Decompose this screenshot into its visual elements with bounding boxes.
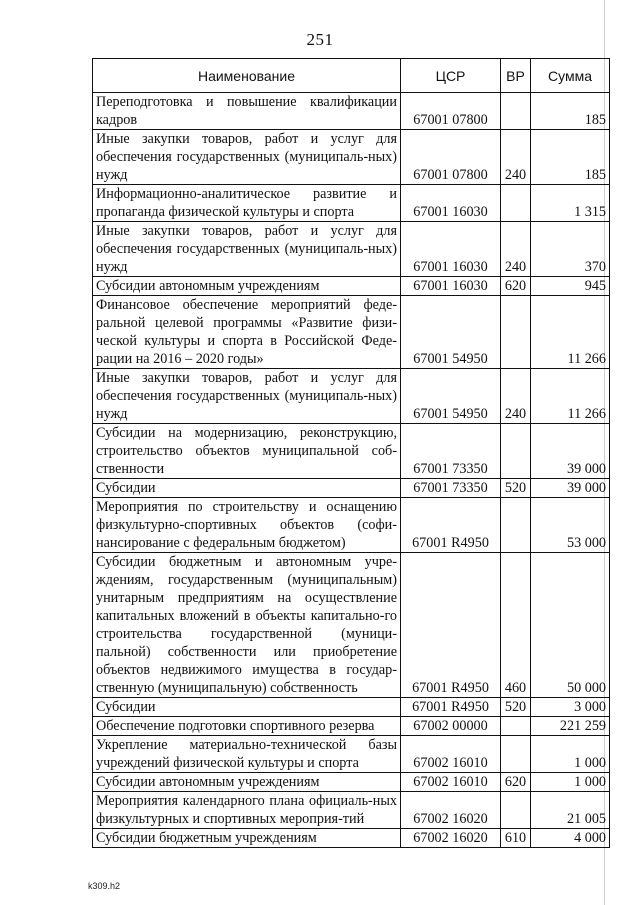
- cell-csr: 67002 16010: [401, 736, 501, 773]
- cell-csr: 67001 16030: [401, 185, 501, 222]
- cell-sum: 3 000: [531, 698, 610, 717]
- cell-vr: [501, 296, 531, 369]
- table-row: [93, 736, 610, 773]
- cell-sum: 39 000: [531, 424, 610, 479]
- cell-sum: 1 000: [531, 736, 610, 773]
- page-number: 251: [306, 30, 334, 49]
- cell-vr: 620: [501, 277, 531, 296]
- cell-csr: 67001 R4950: [401, 698, 501, 717]
- table-row: [93, 369, 610, 424]
- table-row: [93, 829, 610, 848]
- table-row: [93, 296, 610, 369]
- cell-name: Финансовое обеспечение мероприятий феде-ральной целевой программы «Развитие физи-ческой культуры и спорта в Российской Феде-рации на 2016 – 2020 годы»: [93, 296, 401, 369]
- table-row: [93, 792, 610, 829]
- cell-sum: 370: [531, 222, 610, 277]
- header-csr: ЦСР: [401, 59, 501, 93]
- cell-name: Иные закупки товаров, работ и услуг для обеспечения государственных (муниципаль-ных) нужд: [93, 222, 401, 277]
- cell-csr: 67002 16020: [401, 792, 501, 829]
- cell-sum: 4 000: [531, 829, 610, 848]
- cell-name: Переподготовка и повышение квалификации кадров: [93, 93, 401, 130]
- cell-sum: 11 266: [531, 369, 610, 424]
- cell-vr: [501, 498, 531, 553]
- table-row: [93, 130, 610, 185]
- cell-name: Информационно-аналитическое развитие и пропаганда физической культуры и спорта: [93, 185, 401, 222]
- cell-name: Субсидии автономным учреждениям: [93, 773, 401, 792]
- cell-name: Обеспечение подготовки спортивного резерва: [93, 717, 401, 736]
- cell-csr: 67001 73350: [401, 479, 501, 498]
- cell-csr: 67001 73350: [401, 424, 501, 479]
- cell-sum: 185: [531, 93, 610, 130]
- cell-csr: 67001 R4950: [401, 498, 501, 553]
- cell-vr: [501, 717, 531, 736]
- cell-csr: 67001 16030: [401, 277, 501, 296]
- cell-vr: 240: [501, 130, 531, 185]
- cell-sum: 1 315: [531, 185, 610, 222]
- cell-csr: 67001 54950: [401, 296, 501, 369]
- cell-csr: 67002 16010: [401, 773, 501, 792]
- table-row: [93, 698, 610, 717]
- table-row: [93, 93, 610, 130]
- cell-sum: 39 000: [531, 479, 610, 498]
- cell-csr: 67002 00000: [401, 717, 501, 736]
- cell-name: Субсидии бюджетным и автономным учре-ждениям, государственным (муниципальным) унитарным предприятиям на осуществление капитальных вложений в объекты капитально-го строительства государственной (муници-пальной) собственности или приобретение объектов недвижимого имущества в государ-ственную (муниципальную) собственность: [93, 553, 401, 698]
- cell-name: Иные закупки товаров, работ и услуг для обеспечения государственных (муниципаль-ных) нужд: [93, 369, 401, 424]
- cell-vr: 620: [501, 773, 531, 792]
- cell-sum: 21 005: [531, 792, 610, 829]
- cell-vr: 520: [501, 698, 531, 717]
- cell-vr: [501, 736, 531, 773]
- cell-sum: 50 000: [531, 553, 610, 698]
- cell-sum: 185: [531, 130, 610, 185]
- table-row: [93, 717, 610, 736]
- cell-csr: 67002 16020: [401, 829, 501, 848]
- cell-name: Субсидии бюджетным учреждениям: [93, 829, 401, 848]
- cell-csr: 67001 07800: [401, 93, 501, 130]
- table-header-row: [93, 59, 610, 93]
- cell-sum: 945: [531, 277, 610, 296]
- cell-name: Субсидии автономным учреждениям: [93, 277, 401, 296]
- footer-code: k309.h2: [88, 881, 121, 891]
- cell-csr: 67001 07800: [401, 130, 501, 185]
- header-name: Наименование: [93, 59, 401, 93]
- cell-csr: 67001 R4950: [401, 553, 501, 698]
- table-row: [93, 773, 610, 792]
- cell-name: Иные закупки товаров, работ и услуг для обеспечения государственных (муниципаль-ных) нужд: [93, 130, 401, 185]
- cell-name: Субсидии: [93, 479, 401, 498]
- table-row: [93, 553, 610, 698]
- cell-csr: 67001 54950: [401, 369, 501, 424]
- cell-name: Субсидии: [93, 698, 401, 717]
- table-row: [93, 277, 610, 296]
- table-row: [93, 185, 610, 222]
- cell-vr: [501, 185, 531, 222]
- cell-name: Мероприятия календарного плана официаль-ных физкультурных и спортивных мероприя-тий: [93, 792, 401, 829]
- cell-name: Мероприятия по строительству и оснащению физкультурно-спортивных объектов (софи-нансирование с федеральным бюджетом): [93, 498, 401, 553]
- cell-vr: 520: [501, 479, 531, 498]
- cell-vr: [501, 93, 531, 130]
- cell-csr: 67001 16030: [401, 222, 501, 277]
- cell-name: Субсидии на модернизацию, реконструкцию, строительство объектов муниципальной соб-ственности: [93, 424, 401, 479]
- cell-vr: 460: [501, 553, 531, 698]
- cell-vr: [501, 792, 531, 829]
- cell-vr: 240: [501, 222, 531, 277]
- table-row: [93, 498, 610, 553]
- table-row: [93, 479, 610, 498]
- cell-vr: [501, 424, 531, 479]
- header-vr: ВР: [501, 59, 531, 93]
- cell-vr: 240: [501, 369, 531, 424]
- budget-table: [92, 58, 610, 848]
- cell-sum: 221 259: [531, 717, 610, 736]
- cell-sum: 53 000: [531, 498, 610, 553]
- table-row: [93, 222, 610, 277]
- cell-sum: 1 000: [531, 773, 610, 792]
- table-row: [93, 424, 610, 479]
- cell-vr: 610: [501, 829, 531, 848]
- cell-sum: 11 266: [531, 296, 610, 369]
- cell-name: Укрепление материально-технической базы учреждений физической культуры и спорта: [93, 736, 401, 773]
- header-sum: Сумма: [531, 59, 610, 93]
